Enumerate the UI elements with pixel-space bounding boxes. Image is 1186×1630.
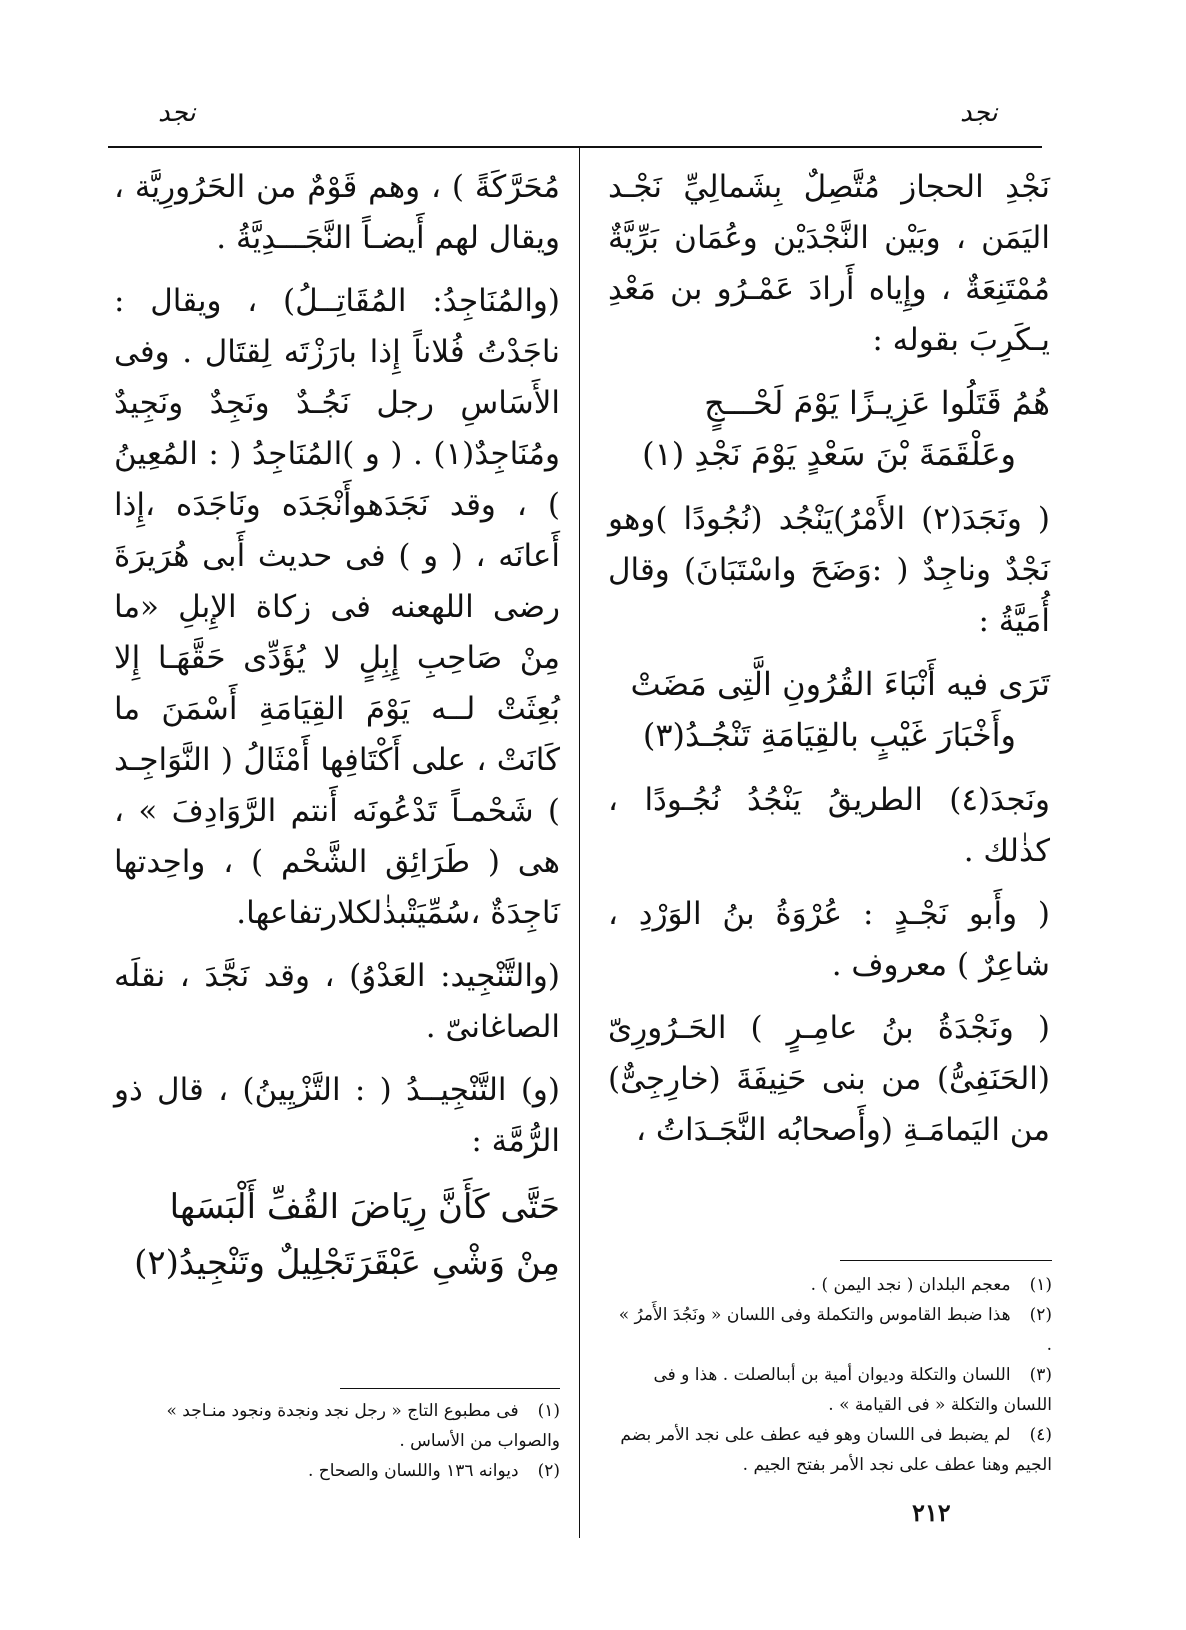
footnote-text: لم يضبط فى اللسان وهو فيه عطف على نجد الأمر بضم الجيم وهنا عطف على نجد الأمر بفتح الجيم . <box>620 1425 1052 1475</box>
footnotes-right <box>608 1270 1052 1480</box>
verse-line-1: هُمُ قَتَلُوا عَزِيـزًا يَوْمَ لَحْـــجٍ <box>704 384 1050 422</box>
running-title-left: نجد <box>158 98 196 128</box>
verse-line-1: حَتَّى كَأَنَّ رِيَاضَ القُفِّ أَلْبَسَها <box>169 1187 560 1227</box>
right-paragraph-1: نَجْدِ الحجاز مُتَّصِلٌ بِشَمالِيِّ نَجْـد اليَمَن ، وبَيْن النَّجْدَيْن وعُمَان بَرِّيَّةٌ مُمْتَنِعَةٌ ، وإِياه أَرادَ عَمْـرُو بن مَعْدِ يـكَرِبَ بقوله : <box>608 169 1050 358</box>
footnote-number: (٤) <box>1029 1425 1052 1445</box>
footnote <box>114 1396 560 1456</box>
header-rule <box>108 146 1042 148</box>
column-divider <box>579 148 580 1538</box>
footnote <box>114 1456 560 1486</box>
left-paragraph-3: (والتَّنْجِيد: العَدْوُ) ، وقد نَجَّدَ ، نقلَه الصاغانىّ . <box>114 958 560 1045</box>
footnote <box>608 1270 1052 1300</box>
footnote-number: (٢) <box>537 1461 560 1481</box>
left-column <box>114 162 560 1305</box>
footnote <box>608 1420 1052 1480</box>
verse-line-2: وعَلْقَمَةَ بْنَ سَعْدٍ يَوْمَ نَجْدِ (١) <box>642 435 1016 473</box>
verse-line-2: مِنْ وَشْىِ عَبْقَرَتَجْلِيلٌ وتَنْجِيدُ(٢) <box>134 1243 560 1283</box>
running-title-right: نجد <box>960 98 998 128</box>
footnote <box>608 1360 1052 1420</box>
footnote-text: اللسان والتكلة وديوان أمية بن أبىالصلت . هذا و فى اللسان والتكلة « فى القيامة » . <box>653 1365 1052 1415</box>
left-paragraph-4: (و) التَّنْجِيــدُ ( : التَّزْيِينُ) ، قال ذو الرُّمَّة : <box>114 1072 560 1159</box>
footnotes-left <box>114 1396 560 1486</box>
verse-dhu-al-rumma <box>114 1179 560 1291</box>
footnote-text: ديوانه ١٣٦ واللسان والصحاح . <box>307 1461 519 1481</box>
left-paragraph-1: مُحَرَّكَةً ) ، وهم قَوْمٌ من الحَرُورِيَّة ، ويقال لهم أَيضـاً النَّجَـــدِيَّةُ . <box>114 169 560 256</box>
footnote-rule-left <box>340 1388 560 1389</box>
verse-line-2: وأَخْبَارَ غَيْبٍ بالقِيَامَةِ تَنْجُـدُ(٣) <box>642 716 1016 754</box>
footnote <box>608 1300 1052 1360</box>
verse-umayya <box>608 659 1050 761</box>
footnote-number: (٢) <box>1029 1305 1052 1325</box>
left-paragraph-2: (والمُنَاجِدُ: المُقَاتِــلُ) ، ويقال : ناجَدْتُ فُلاناً إِذا بارَزْتَه لِقتَال . وفى الأَسَاسِ رجل نَجُـدٌ ونَجِدٌ ونَجِيدٌ ومُنَاجِدٌ(١) . ( و )المُنَاجِدُ ( : المُعِينُ ) ، وقد نَجَدَهوأَنْجَدَه ونَاجَدَه ،إِذا أَعانَه ، ( و ) فى حديث أَبى هُرَيرَةَ رضى اللهعنه فى زكاة الإِبلِ «ما مِنْ صَاحِبِ إِبِلٍ لا يُؤَدِّى حَقَّهَـا إِلا بُعِثَتْ لــه يَوْمَ القِيَامَةِ أَسْمَنَ ما كَانَتْ ، على أَكْتَافِها أَمْثَالُ ( النَّوَاجِـد ) شَحْمـاً تَدْعُونَه أَنتم الرَّوَادِفَ » ، هى ( طَرَائِق الشَّحْم ) ، واحِدتها نَاجِدَةٌ ،سُمِّيَتْبذٰلكلارتفاعها. <box>114 283 560 931</box>
right-paragraph-3: ونَجدَ(٤) الطريقُ يَنْجُدُ نُجُـودًا ، كذٰلك . <box>608 782 1050 869</box>
right-paragraph-2: ( ونَجَدَ(٢) الأَمْرُ)يَنْجُد (نُجُودًا )وهو نَجْدٌ وناجِدٌ ( :وَضَحَ واسْتَبَانَ) وقال أُمَيَّةُ : <box>608 501 1050 639</box>
right-column <box>608 162 1050 1168</box>
footnote-text: معجم البلدان ( نجد اليمن ) . <box>810 1275 1011 1295</box>
footnote-text: فى مطبوع التاج « رجل نجد ونجدة ونجود منـاجد » والصواب من الأساس . <box>166 1401 560 1451</box>
footnote-text: هذا ضبط القاموس والتكملة وفى اللسان « ونَجُدَ الأَمرُ » . <box>618 1305 1052 1355</box>
verse-line-1: تَرَى فيه أَنْبَاءَ القُرُونِ الَّتِى مَضَتْ <box>630 665 1050 703</box>
right-paragraph-4: ( وأَبو نَجْـدٍ : عُرْوَةُ بنُ الوَرْدِ ، شاعِرٌ ) معروف . <box>608 896 1050 983</box>
page-number: ٢١٢ <box>912 1498 951 1527</box>
footnote-number: (٣) <box>1029 1365 1052 1385</box>
right-paragraph-5: ( ونَجْدَةُ بنُ عامِـرٍ ) الحَـرُورِىّ (الحَنَفِىُّ) من بنى حَنِيفَةَ (خارِجِىٌّ) من اليَمامَـةِ (وأَصحابُه النَّجَـدَاتُ ، <box>608 1010 1050 1148</box>
footnote-rule-right <box>840 1260 1052 1261</box>
verse-amr-bin-madi-karib <box>608 378 1050 480</box>
footnote-number: (١) <box>537 1401 560 1421</box>
footnote-number: (١) <box>1029 1275 1052 1295</box>
